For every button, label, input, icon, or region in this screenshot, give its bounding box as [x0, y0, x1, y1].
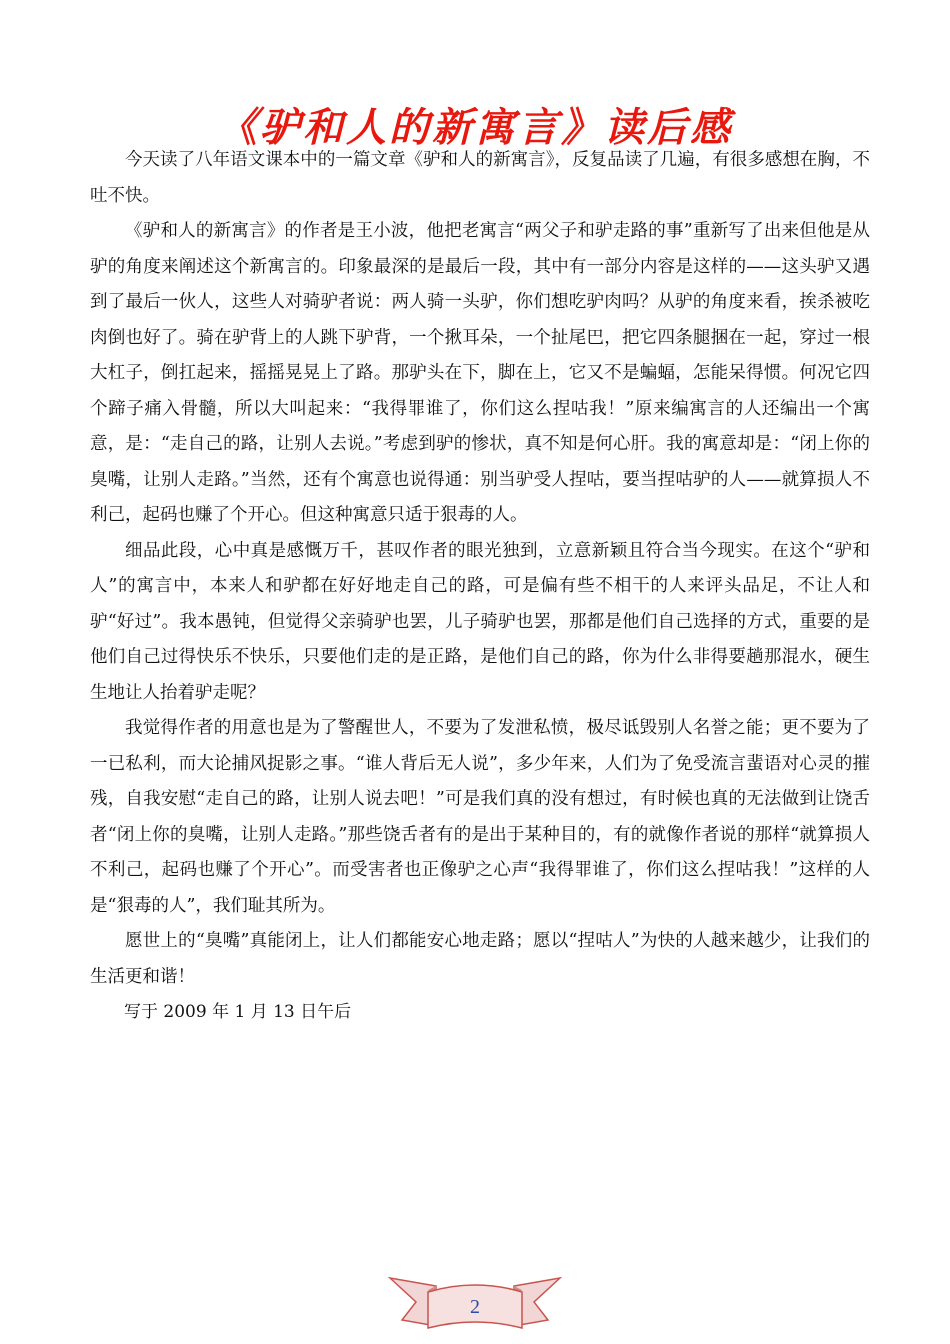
- paragraph-quote-summary: 《驴和人的新寓言》的作者是王小波，他把老寓言“两父子和驴走路的事”重新写了出来但他是从驴的角度来阐述这个新寓言的。印象最深的是最后一段，其中有一部分内容是这样的——这头驴又遇到了最后一伙人，这些人对骑驴者说：两人骑一头驴，你们想吃驴肉吗？从驴的角度来看，挨杀被吃肉倒也好了。骑在驴背上的人跳下驴背，一个揪耳朵，一个扯尾巴，把它四条腿捆在一起，穿过一根大杠子，倒扛起来，摇摇晃晃上了路。那驴头在下，脚在上，它又不是蝙蝠，怎能呆得惯。何况它四个蹄子痛入骨髓，所以大叫起来：“我得罪谁了，你们这么捏咕我！”原来编寓言的人还编出一个寓意，是：“走自己的路，让别人去说。”考虑到驴的惨状，真不知是何心肝。我的寓意却是：“闭上你的臭嘴，让别人走路。”当然，还有个寓意也说得通：别当驴受人捏咕，要当捏咕驴的人——就算损人不利己，起码也赚了个开心。但这种寓意只适于狠毒的人。: [90, 221, 870, 525]
- page-title: 《驴和人的新寓言》读后感: [217, 104, 733, 151]
- paragraph-intro: 今天读了八年语文课本中的一篇文章《驴和人的新寓言》，反复品读了几遍，有很多感想在胸，不吐不快。: [90, 150, 870, 206]
- signature-date: 写于 2009 年 1 月 13 日午后: [124, 1002, 352, 1022]
- paragraph-author-intent: 我觉得作者的用意也是为了警醒世人，不要为了发泄私愤，极尽诋毁别人名誉之能；更不要为了一已私利，而大论捕风捉影之事。“谁人背后无人说”，多少年来，人们为了免受流言蜚语对心灵的摧残，自我安慰“走自己的路，让别人说去吧！”可是我们真的没有想过，有时候也真的无法做到让饶舌者“闭上你的臭嘴，让别人走路。”那些饶舌者有的是出于某种目的，有的就像作者说的那样“就算损人不利己，起码也赚了个开心”。而受害者也正像驴之心声“我得罪谁了，你们这么捏咕我！”这样的人是“狠毒的人”，我们耻其所为。: [90, 718, 870, 916]
- paragraph-closing: 愿世上的“臭嘴”真能闭上，让人们都能安心地走路；愿以“捏咕人”为快的人越来越少，让我们的生活更和谐！: [90, 931, 870, 987]
- article-body: [90, 143, 870, 1030]
- page-number-ribbon: [388, 1270, 562, 1338]
- paragraph-reflection: 细品此段，心中真是感慨万千，甚叹作者的眼光独到，立意新颖且符合当今现实。在这个“驴和人”的寓言中，本来人和驴都在好好地走自己的路，可是偏有些不相干的人来评头品足，不让人和驴“好过”。我本愚钝，但觉得父亲骑驴也罢，儿子骑驴也罢，那都是他们自己选择的方式，重要的是他们自己过得快乐不快乐，只要他们走的是正路，是他们自己的路，你为什么非得要趟那混水，硬生生地让人抬着驴走呢？: [90, 540, 870, 703]
- page-number: 2: [470, 1296, 480, 1318]
